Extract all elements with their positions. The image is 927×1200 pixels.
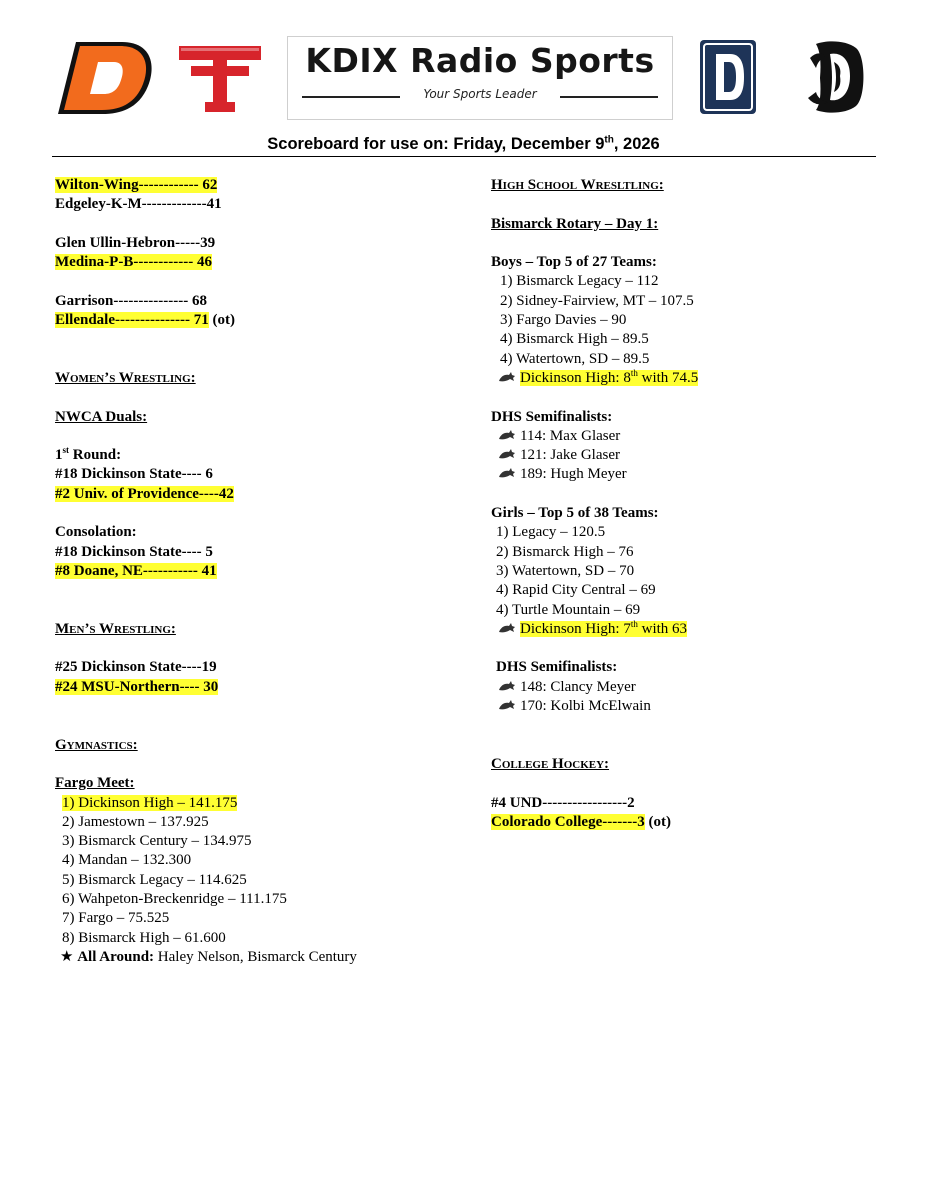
list-item: 3) Fargo Davies – 90 [500, 312, 627, 329]
semifinalists-heading: DHS Semifinalists: [496, 659, 618, 676]
wildcat-icon [498, 467, 516, 479]
girls-heading: Girls – Top 5 of 38 Teams: [491, 505, 659, 522]
score-line: #8 Doane, NE----------- 41 [55, 562, 217, 579]
all-around-line: ★ All Around: Haley Nelson, Bismarck Century [60, 948, 357, 965]
score-line: Glen Ullin-Hebron-----39 [55, 234, 216, 251]
list-item: 2) Jamestown – 137.925 [62, 813, 209, 830]
score-line: #18 Dickinson State---- 5 [55, 543, 213, 560]
score-line: #18 Dickinson State---- 6 [55, 466, 213, 483]
event-heading-nwca-duals: NWCA Duals: [55, 408, 148, 425]
score-line: Edgeley-K-M-------------41 [55, 196, 222, 213]
left-column [55, 176, 455, 967]
wildcat-icon [498, 699, 516, 711]
brand-tagline: Your Sports Leader [423, 87, 537, 101]
list-item: 4) Mandan – 132.300 [62, 852, 192, 869]
list-item: 3) Bismarck Century – 134.975 [62, 833, 252, 850]
list-item: 4) Bismarck High – 89.5 [500, 331, 649, 348]
score-line: #25 Dickinson State----19 [55, 659, 217, 676]
list-item: 4) Rapid City Central – 69 [496, 582, 656, 599]
section-heading-gymnastics: Gymnastics: [55, 736, 138, 753]
tagline-rule-right [560, 96, 658, 98]
double-t-logo [177, 42, 263, 114]
list-item: 189: Hugh Meyer [491, 465, 891, 484]
semifinalists-heading: DHS Semifinalists: [491, 408, 613, 425]
section-heading-womens-wrestling: Women’s Wrestling: [55, 369, 196, 386]
score-line: Medina-P-B------------ 46 [55, 254, 213, 271]
list-item: 121: Jake Glaser [491, 446, 891, 465]
list-item: 114: Max Glaser [491, 427, 891, 446]
old-english-d-logo [806, 38, 868, 116]
boys-heading: Boys – Top 5 of 27 Teams: [491, 254, 657, 271]
wildcat-icon [498, 680, 516, 692]
list-item: Dickinson High: 7th with 63 [491, 620, 891, 639]
score-line: Ellendale--------------- 71 (ot) [55, 312, 235, 329]
wildcat-icon [498, 448, 516, 460]
navy-d-logo [700, 40, 756, 114]
list-item: 170: Kolbi McElwain [491, 697, 891, 716]
round-heading-consolation: Consolation: [55, 524, 137, 541]
right-column [491, 176, 891, 832]
round-heading: 1st Round: [55, 445, 122, 464]
score-line: Garrison--------------- 68 [55, 292, 208, 309]
list-item: Dickinson High: 8th with 74.5 [491, 369, 891, 388]
score-line: #2 Univ. of Providence----42 [55, 485, 234, 502]
brand-banner [287, 36, 673, 120]
orange-d-logo [58, 40, 154, 116]
list-item: 1) Legacy – 120.5 [496, 524, 606, 541]
list-item: 5) Bismarck Legacy – 114.625 [62, 871, 247, 888]
brand-title: KDIX Radio Sports [305, 41, 655, 80]
section-heading-mens-wrestling: Men’s Wrestling: [55, 620, 176, 637]
list-item: 4) Watertown, SD – 89.5 [500, 350, 650, 367]
star-icon: ★ [60, 948, 74, 965]
wildcat-icon [498, 429, 516, 441]
scoreboard-heading: Scoreboard for use on: Friday, December 9th, 2026 [267, 134, 660, 153]
list-item: 2) Sidney-Fairview, MT – 107.5 [500, 292, 694, 309]
list-item: 6) Wahpeton-Breckenridge – 111.175 [62, 890, 287, 907]
list-item: 148: Clancy Meyer [491, 678, 891, 697]
event-heading-fargo-meet: Fargo Meet: [55, 775, 135, 792]
score-line: #24 MSU-Northern---- 30 [55, 678, 219, 695]
list-item: 3) Watertown, SD – 70 [496, 562, 635, 579]
score-line: Wilton-Wing------------ 62 [55, 177, 218, 193]
list-item: 1) Dickinson High – 141.175 [62, 794, 238, 811]
list-item: 2) Bismarck High – 76 [496, 543, 634, 560]
score-line: #4 UND-----------------2 [491, 794, 635, 811]
section-heading-college-hockey: College Hockey: [491, 755, 610, 772]
heading-rule [52, 156, 876, 157]
wildcat-icon [498, 371, 516, 383]
section-heading-hs-wrestling: High School Wresltling: [491, 177, 664, 193]
list-item: 1) Bismarck Legacy – 112 [500, 273, 659, 290]
score-line: Colorado College-------3 (ot) [491, 813, 671, 830]
list-item: 4) Turtle Mountain – 69 [496, 601, 641, 618]
list-item: 7) Fargo – 75.525 [62, 910, 170, 927]
list-item: 8) Bismarck High – 61.600 [62, 929, 226, 946]
event-heading-bismarck-rotary: Bismarck Rotary – Day 1: [491, 215, 659, 232]
wildcat-icon [498, 622, 516, 634]
